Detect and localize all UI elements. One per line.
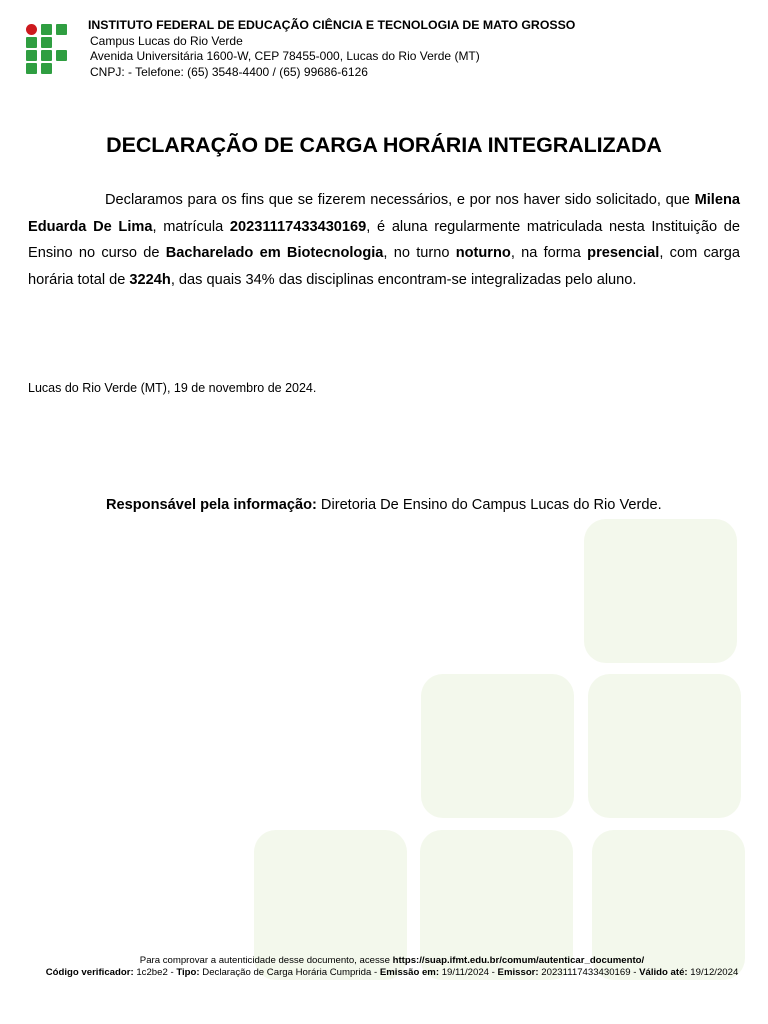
institution-name: INSTITUTO FEDERAL DE EDUCAÇÃO CIÊNCIA E TECNOLOGIA DE MATO GROSSO xyxy=(88,18,576,32)
declaration-text: , é aluna regularmente matriculada nesta Instituição de Ensino no curso de xyxy=(28,218,740,261)
authentication-footer xyxy=(0,955,768,978)
responsible-label: Responsável pela informação: xyxy=(106,497,317,513)
institution-logo xyxy=(26,24,68,74)
campus-address: Avenida Universitária 1600-W, CEP 78455-000, Lucas do Rio Verde (MT) xyxy=(90,49,480,63)
student-name: Milena Eduarda De Lima xyxy=(28,192,740,235)
modality: presencial xyxy=(587,245,660,261)
declaration-text: , matrícula xyxy=(152,218,230,235)
logo-square xyxy=(41,63,52,74)
code-value: 1c2be2 - xyxy=(133,966,177,978)
watermark-square xyxy=(584,519,737,663)
issue-label: Emissão em: xyxy=(379,966,440,978)
responsible-line xyxy=(106,497,662,513)
logo-square xyxy=(41,24,52,35)
logo-square xyxy=(41,37,52,48)
responsible-value: Diretoria De Ensino do Campus Lucas do Rio Verde. xyxy=(316,497,662,513)
type-label: Tipo: xyxy=(176,966,200,978)
shift: noturno xyxy=(455,245,511,261)
issue-value: 19/11/2024 - xyxy=(439,966,498,978)
valid-until-value: 19/12/2024 xyxy=(687,966,739,978)
declaration-text: , das quais 34% das disciplinas encontram-se integralizadas pelo aluno. xyxy=(170,271,637,288)
issuer-label: Emissor: xyxy=(497,966,539,978)
watermark-square xyxy=(421,674,574,818)
logo-square xyxy=(26,37,37,48)
registration-number: 20231117433430169 xyxy=(229,218,367,235)
logo-square xyxy=(26,63,37,74)
issuer-value: 20231117433430169 - xyxy=(538,966,640,978)
place-and-date: Lucas do Rio Verde (MT), 19 de novembro de 2024. xyxy=(28,381,317,395)
logo-square xyxy=(41,50,52,61)
campus-name: Campus Lucas do Rio Verde xyxy=(90,33,243,48)
type-value: Declaração de Carga Horária Cumprida - xyxy=(199,966,380,978)
document-title: DECLARAÇÃO DE CARGA HORÁRIA INTEGRALIZADA xyxy=(106,133,662,157)
metadata-line xyxy=(0,967,768,979)
declaration-text: , no turno xyxy=(383,245,456,261)
logo-square xyxy=(26,50,37,61)
watermark-square xyxy=(588,674,741,818)
campus-contact: CNPJ: - Telefone: (65) 3548-4400 / (65) 99686-6126 xyxy=(90,64,368,79)
verify-text: Para comprovar a autenticidade desse documento, acesse xyxy=(139,955,393,966)
declaration-paragraph xyxy=(28,187,740,293)
declaration-text: , na forma xyxy=(510,245,588,261)
declaration-text: , com carga horária total de xyxy=(28,245,740,288)
logo-red-circle xyxy=(26,24,37,35)
letterhead xyxy=(90,18,575,80)
course-name: Bacharelado em Biotecnologia xyxy=(165,245,384,261)
logo-square xyxy=(56,50,67,61)
logo-square xyxy=(56,24,67,35)
verify-url-link[interactable]: https://suap.ifmt.edu.br/comum/autenticar_documento/ xyxy=(392,955,645,966)
code-label: Código verificador: xyxy=(45,966,134,978)
valid-until-label: Válido até: xyxy=(639,966,688,978)
verify-line xyxy=(0,955,768,967)
total-workload: 3224h xyxy=(129,271,171,288)
declaration-text: Declaramos para os fins que se fizerem necessários, e por nos haver sido solicitado, que xyxy=(105,192,695,208)
